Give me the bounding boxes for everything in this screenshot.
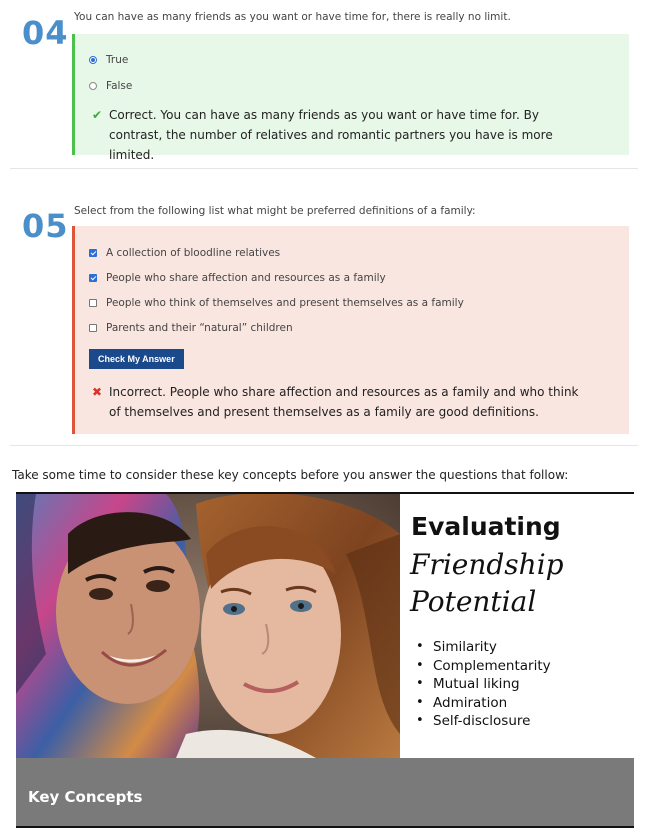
key-concepts-footer-label: Key Concepts xyxy=(28,788,143,806)
question-05 xyxy=(0,195,653,445)
checkbox-unchecked-icon[interactable] xyxy=(89,324,97,332)
feedback-text: Incorrect. People who share affection and resources as a family and who think of themselves and present themselves as a family are good definitions. xyxy=(109,385,579,419)
divider xyxy=(10,445,638,446)
checkbox-option[interactable] xyxy=(89,247,280,259)
friends-photo-illustration xyxy=(16,494,400,758)
question-number: 04 xyxy=(22,14,69,52)
radio-selected-icon[interactable] xyxy=(89,56,97,64)
checkbox-checked-icon[interactable] xyxy=(89,249,97,257)
checkbox-checked-icon[interactable] xyxy=(89,274,97,282)
list-item: • Complementarity xyxy=(416,657,551,676)
list-item: • Admiration xyxy=(416,694,551,713)
friends-photo xyxy=(16,494,400,758)
question-number: 05 xyxy=(22,207,69,245)
option-label: A collection of bloodline relatives xyxy=(106,247,281,259)
radio-unselected-icon[interactable] xyxy=(89,82,97,90)
key-concepts-card xyxy=(16,492,634,828)
key-concepts-subtitle-line2: Potential xyxy=(410,585,537,618)
x-icon: ✖ xyxy=(92,385,103,399)
check-my-answer-button[interactable]: Check My Answer xyxy=(89,349,184,369)
option-label: People who share affection and resources as a family xyxy=(106,272,386,284)
checkbox-option[interactable] xyxy=(89,297,464,309)
list-item: • Mutual liking xyxy=(416,675,551,694)
list-item: • Self-disclosure xyxy=(416,712,551,731)
divider xyxy=(10,168,638,169)
list-item: • Similarity xyxy=(416,638,551,657)
question-prompt: Select from the following list what might be preferred definitions of a family: xyxy=(74,205,476,217)
checkbox-unchecked-icon[interactable] xyxy=(89,299,97,307)
key-concepts-list xyxy=(416,638,551,731)
option-label: True xyxy=(106,54,129,66)
feedback-message xyxy=(92,105,592,165)
option-label: People who think of themselves and present themselves as a family xyxy=(106,297,464,309)
key-concepts-subtitle-line1: Friendship xyxy=(410,548,564,581)
question-prompt: You can have as many friends as you want or have time for, there is really no limit. xyxy=(74,11,511,23)
checkbox-option[interactable] xyxy=(89,272,386,284)
option-label: Parents and their “natural” children xyxy=(106,322,293,334)
option-label: False xyxy=(106,80,133,92)
feedback-text: Correct. You can have as many friends as you want or have time for. By contrast, the number of relatives and romantic partners you have is more limited. xyxy=(109,108,553,162)
feedback-message xyxy=(92,382,592,422)
key-concepts-footer xyxy=(16,758,634,828)
checkbox-option[interactable] xyxy=(89,322,293,334)
radio-option-true[interactable] xyxy=(89,54,128,66)
radio-option-false[interactable] xyxy=(89,80,132,92)
answer-panel-incorrect xyxy=(72,226,629,434)
answer-panel-correct xyxy=(72,34,629,162)
key-concepts-title: Evaluating xyxy=(411,512,561,541)
intro-text: Take some time to consider these key concepts before you answer the questions that follow: xyxy=(12,468,569,482)
question-04 xyxy=(0,0,653,168)
check-icon: ✔ xyxy=(92,108,103,122)
